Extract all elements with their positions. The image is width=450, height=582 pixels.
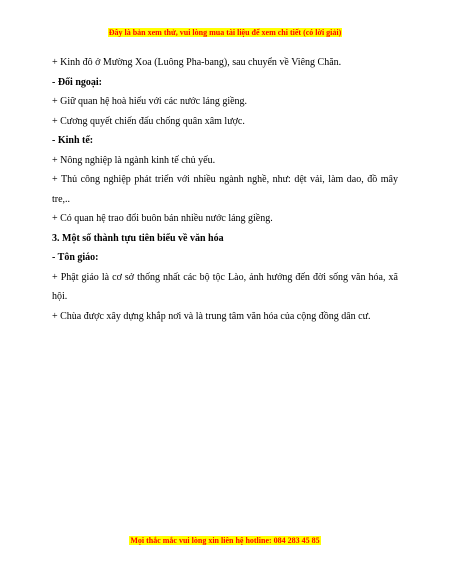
paragraph-agriculture: + Nông nghiệp là ngành kinh tế chủ yếu. [52,154,216,166]
section-heading-culture: 3. Một số thành tựu tiên biểu về văn hóa [52,232,224,244]
paragraph-resist-invaders: + Cương quyết chiến đấu chống quân xâm lược. [52,115,245,127]
paragraph-handicrafts: + Thủ công nghiệp phát triển với nhiều ngành nghề, như: dệt vải, làm dao, đồ mây tre,.. [52,174,398,205]
document-body [52,53,398,326]
hotline-banner [0,536,450,546]
heading-foreign-affairs: - Đối ngoại: [52,76,102,88]
paragraph-capital: + Kinh đô ở Mường Xoa (Luông Pha-bang), sau chuyển về Viêng Chăn. [52,57,342,68]
paragraph-trade: + Có quan hệ trao đổi buôn bán nhiều nước láng giềng. [52,213,273,224]
hotline-banner-text: Mọi thắc mắc vui lòng xin liên hệ hotline: 084 283 45 85 [130,536,320,545]
preview-banner-text: Đây là bản xem thử, vui lòng mua tài liệu để xem chi tiết (có lời giải) [108,28,342,37]
heading-economy: - Kinh tế: [52,135,94,146]
paragraph-temples: + Chùa được xây dựng khắp nơi và là trung tâm văn hóa của cộng đồng dân cư. [52,310,371,322]
paragraph-buddhism: + Phật giáo là cơ sở thống nhất các bộ tộc Lào, ảnh hưởng đến đời sống văn hóa, xã hội. [52,271,398,302]
paragraph-peaceful-relations: + Giữ quan hệ hoà hiếu với các nước láng giềng. [52,96,248,107]
preview-banner [0,28,450,38]
heading-religion: - Tôn giáo: [52,252,99,263]
